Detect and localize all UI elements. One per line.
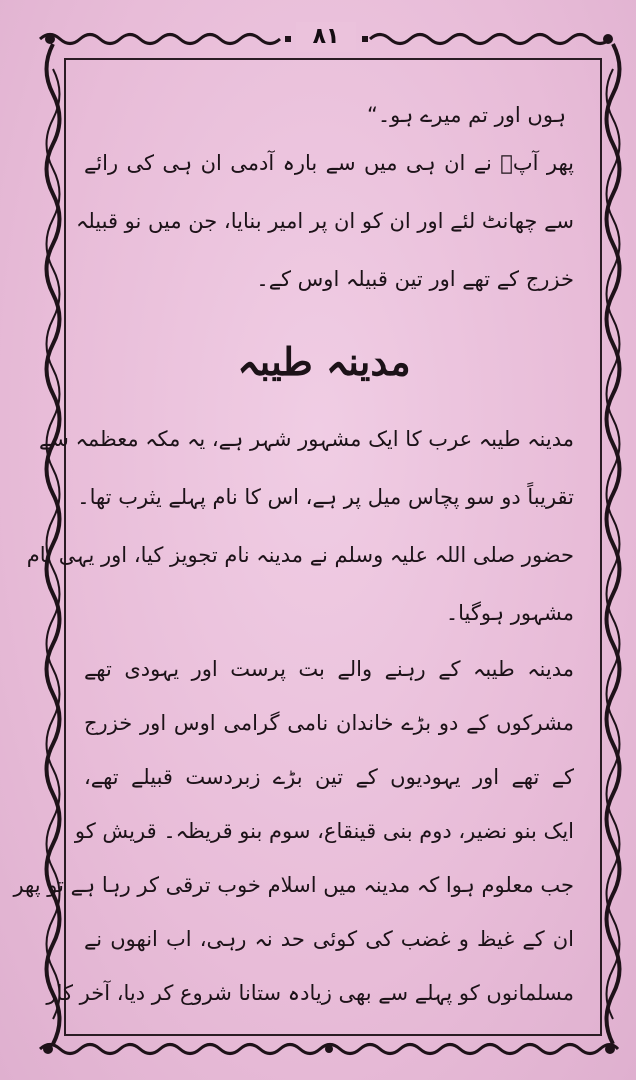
ornamental-border-right — [600, 44, 626, 1044]
page-number: ۸۱ — [296, 22, 356, 52]
paragraph-1 — [76, 148, 574, 322]
paragraph-line: خزرج کے تھے اور تین قبیلہ اوس کے۔ — [256, 267, 574, 291]
paragraph-line: حضور صلی اللہ علیہ وسلم نے مدینہ نام تجویز کیا، اور یہی نام — [26, 543, 574, 567]
paragraph-line: پھر آپؐ نے ان ہی میں سے بارہ آدمی ان ہی کی رائے — [84, 151, 574, 175]
paragraph-line: ایک بنو نضیر، دوم بنی قینقاع، سوم بنو قریظہ۔ قریش کو — [74, 819, 574, 843]
paragraph-3 — [13, 654, 574, 1032]
paragraph-line: مدینہ طیبہ عرب کا ایک مشہور شہر ہے، یہ مکہ معظمہ سے — [38, 427, 574, 451]
ornamental-border-bottom — [40, 1040, 618, 1058]
paragraph-line: مشرکوں کے دو بڑے خاندان نامی گرامی اوس اور خزرج — [84, 711, 574, 735]
paragraph-line: ان کے غیظ و غضب کی کوئی حد نہ رہی، اب انھوں نے — [84, 927, 574, 951]
paragraph-line: مشہور ہوگیا۔ — [445, 601, 574, 625]
page-body — [13, 86, 574, 1036]
section-heading: مدینہ طیبہ — [237, 339, 411, 384]
paragraph-line: جب معلوم ہوا کہ مدینہ میں اسلام خوب ترقی کر رہا ہے تو پھر — [13, 873, 574, 897]
paragraph-line: سے چھانٹ لئے اور ان کو ان پر امیر بنایا، جن میں نو قبیلہ — [76, 209, 574, 233]
opening-line: ہوں اور تم میرے ہو۔“ — [366, 103, 566, 127]
paragraph-line: تقریباً دو سو پچاس میل پر ہے، اس کا نام پہلے یثرب تھا۔ — [77, 485, 574, 509]
paragraph-line: مسلمانوں کو پہلے سے بھی زیادہ ستانا شروع کر دیا، آخر کار — [46, 981, 574, 1005]
paragraph-line: مدینہ طیبہ کے رہنے والے بت پرست اور یہودی تھے — [84, 657, 574, 681]
paragraph-2 — [26, 424, 574, 656]
paragraph-line: کے تھے اور یہودیوں کے تین بڑے زبردست قبیلے تھے، — [84, 765, 574, 789]
